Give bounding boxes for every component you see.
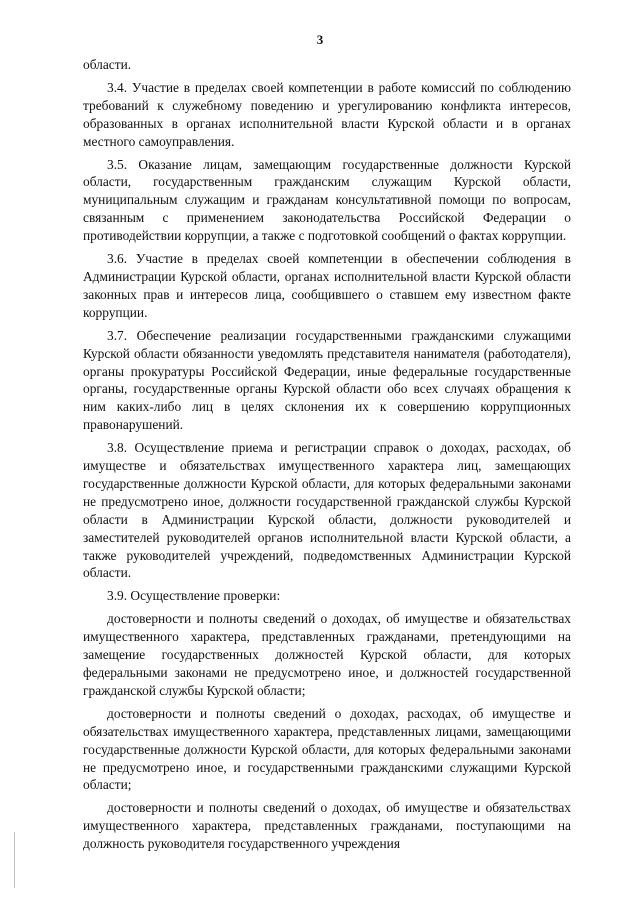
paragraph-3-9: 3.9. Осуществление проверки: (107, 588, 281, 604)
paragraph-3-4: 3.4. Участие в пределах своей компетенции в работе комиссий по соблюдению требований к служебному поведению и урегулированию конфликта интересов, образованных в органах исполнительной власти Курской области и в органах местного самоуправления. (83, 79, 571, 149)
paragraph-continuation: области. (83, 57, 132, 72)
page-number: 3 (316, 32, 324, 47)
scan-edge-mark (14, 832, 15, 888)
document-body (83, 56, 571, 858)
paragraph-3-5: 3.5. Оказание лицам, замещающим государственные должности Курской области, государственным гражданским служащим Курской области, муниципальным служащим и гражданам консультативной помощи по вопросам, связанным с применением законодательства Российской Федерации о противодействии коррупции, а также с подготовкой сообщений о фактах коррупции. (83, 156, 571, 244)
paragraph-3-6: 3.6. Участие в пределах своей компетенции в обеспечении соблюдения в Администрации Курской области, органах исполнительной власти Курской области законных прав и интересов лица, сообщившего о ставшем ему известном факте коррупции. (83, 251, 571, 320)
paragraph-3-9-item-1: достоверности и полноты сведений о доходах, об имуществе и обязательствах имущественного характера, представленных гражданами, претендующими на замещение государственных должностей Курской области, для которых федеральными законами не предусмотрено иное, и должностей государственной гражданской службы Курской области; (83, 611, 571, 698)
paragraph-3-9-item-3: достоверности и полноты сведений о доходах, об имуществе и обязательствах имущественного характера, представленных гражданами, поступающими на должность руководителя государственного учреждения (83, 800, 571, 852)
paragraph-3-7: 3.7. Обеспечение реализации государственными гражданскими служащими Курской области обязанности уведомлять представителя нанимателя (работодателя), органы прокуратуры Российской Федерации, иные федеральные государственные органы, государственные органы Курской области обо всех случаях обращения к ним каких-либо лиц в целях склонения их к совершению коррупционных правонарушений. (83, 327, 571, 433)
paragraph-3-9-item-2: достоверности и полноты сведений о доходах, расходах, об имуществе и обязательствах имущественного характера, представленных лицами, замещающими государственные должности Курской области, для которых федеральными законами не предусмотрено иное, и государственными гражданскими служащими Курской области; (83, 705, 571, 793)
paragraph-3-8: 3.8. Осуществление приема и регистрации справок о доходах, расходах, об имуществе и обязательствах имущественного характера лиц, замещающих государственные должности Курской области, для которых федеральными законами не предусмотрено иное, должности государственной гражданской службы Курской области в Администрации Курской области, должности руководителей и заместителей руководителей органов исполнительной власти Курской области, а также руководителей учреждений, подведомственных Администрации Курской области. (83, 440, 571, 581)
